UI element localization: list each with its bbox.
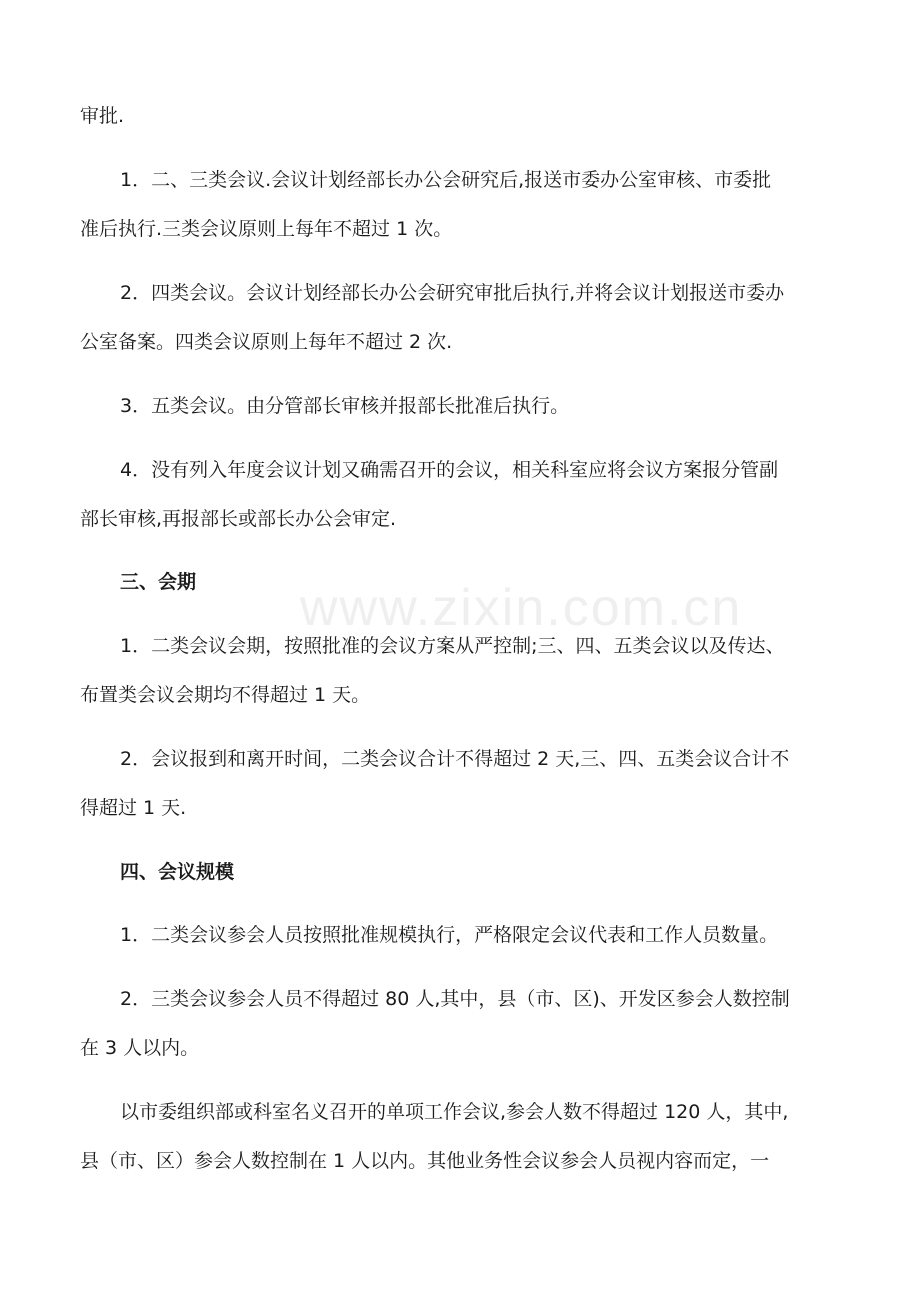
paragraph-line: 2．会议报到和离开时间，二类会议合计不得超过 2 天,三、四、五类会议合计不 — [120, 748, 790, 770]
paragraph-line: 1．二类会议参会人员按照批准规模执行，严格限定会议代表和工作人员数量。 — [120, 924, 779, 946]
paragraph-line: 准后执行.三类会议原则上每年不超过 1 次。 — [80, 218, 453, 240]
paragraph-line: 在 3 人以内。 — [80, 1037, 200, 1059]
paragraph-line: 公室备案。四类会议原则上每年不超过 2 次. — [80, 331, 453, 353]
paragraph-line: 县（市、区）参会人数控制在 1 人以内。其他业务性会议参会人员视内容而定，一 — [80, 1150, 770, 1172]
paragraph-line: 2．三类会议参会人员不得超过 80 人,其中，县（市、区)、开发区参会人数控制 — [120, 988, 790, 1010]
paragraph-line: 3．五类会议。由分管部长审核并报部长批准后执行。 — [120, 395, 570, 417]
paragraph-line: 1．二、三类会议.会议计划经部长办公会研究后,报送市委办公室审核、市委批 — [120, 169, 772, 191]
paragraph-line: 4．没有列入年度会议计划又确需召开的会议，相关科室应将会议方案报分管副 — [120, 459, 779, 481]
section-heading: 三、会期 — [120, 571, 197, 593]
paragraph-line: 审批. — [80, 105, 125, 127]
paragraph-line: 2．四类会议。会议计划经部长办公会研究审批后执行,并将会议计划报送市委办 — [120, 282, 785, 304]
paragraph-line: 得超过 1 天. — [80, 797, 187, 819]
paragraph-line: 以市委组织部或科室名义召开的单项工作会议,参会人数不得超过 120 人，其中, — [120, 1101, 789, 1123]
section-heading: 四、会议规模 — [120, 861, 235, 883]
paragraph-line: 布置类会议会期均不得超过 1 天。 — [80, 684, 371, 706]
paragraph-line: 部长审核,再报部长或部长办公会审定. — [80, 508, 397, 530]
paragraph-line: 1．二类会议会期，按照批准的会议方案从严控制;三、四、五类会议以及传达、 — [120, 635, 785, 657]
watermark: www.zixin.com.cn — [300, 579, 743, 637]
